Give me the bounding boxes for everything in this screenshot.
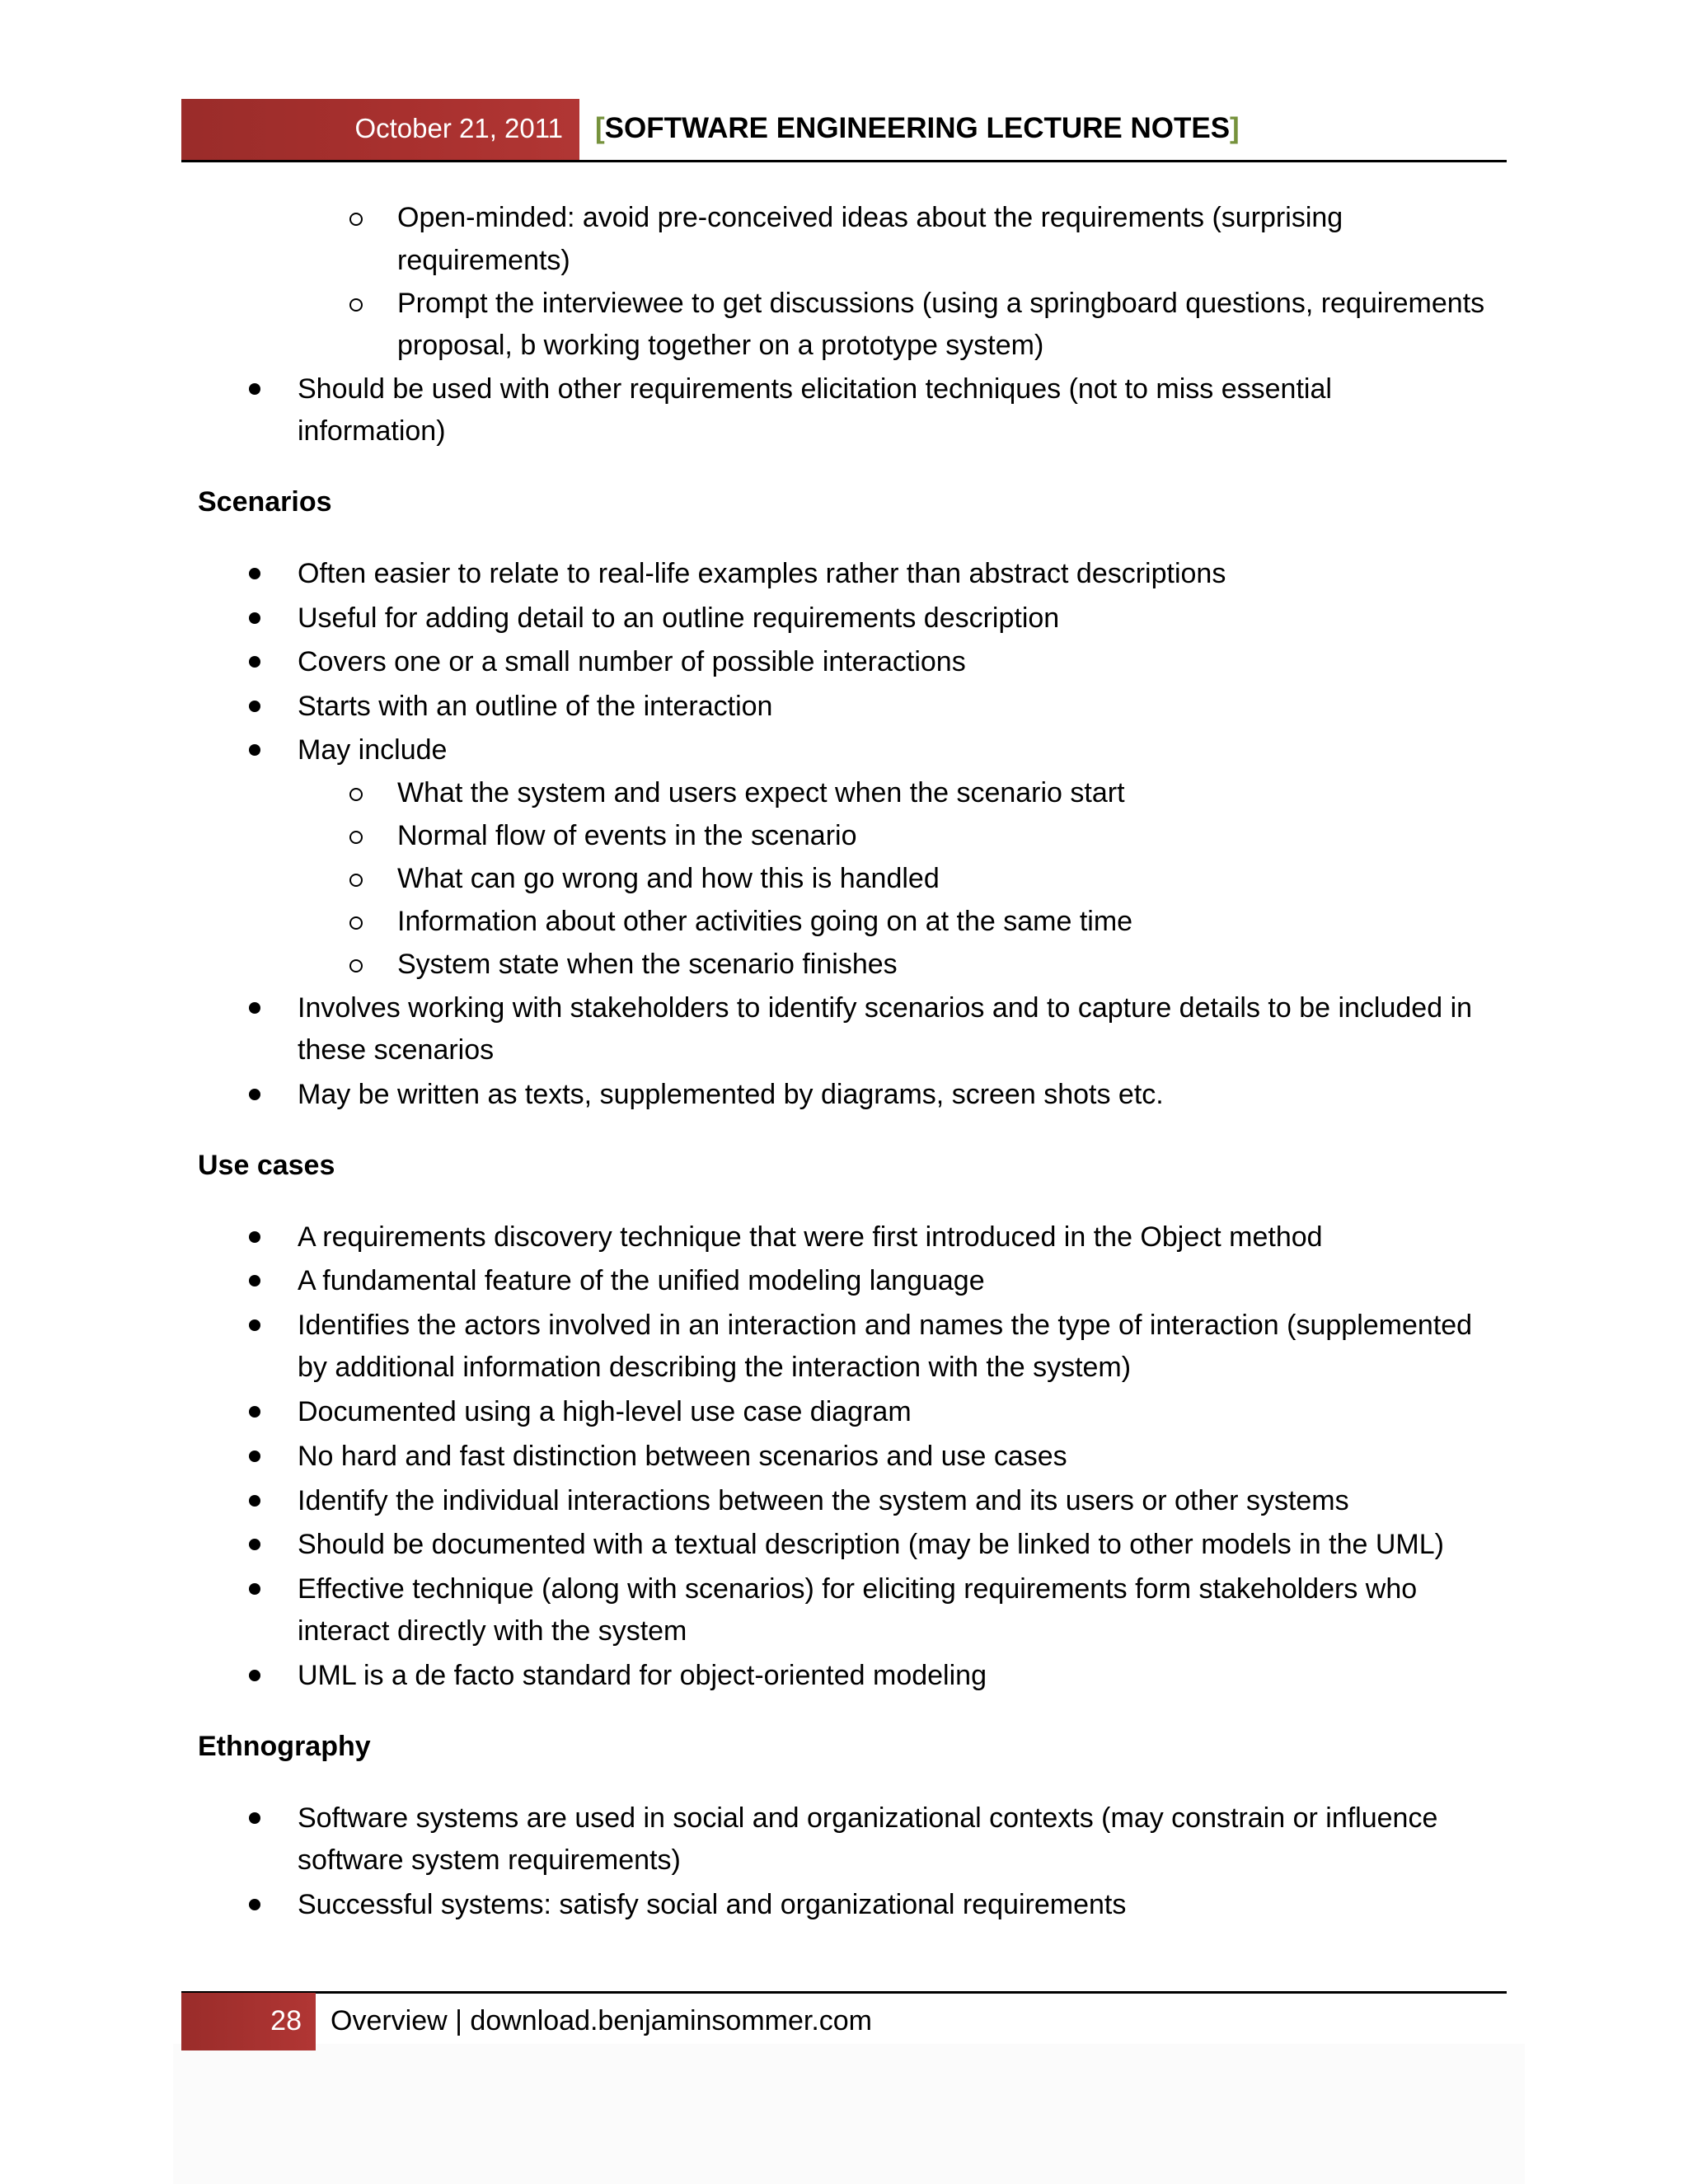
list-item-text: by additional information describing the interaction with the system) xyxy=(298,1352,1132,1383)
list-item-text: information) xyxy=(298,415,446,447)
bullet-dot xyxy=(249,1899,260,1910)
list-item-text: Involves working with stakeholders to identify scenarios and to capture details to be included in xyxy=(298,992,1473,1024)
list-item-text: Normal flow of events in the scenario xyxy=(397,820,857,851)
list-item-text: Should be documented with a textual description (may be linked to other models in the UML) xyxy=(298,1529,1444,1560)
section-heading-ethnography: Ethnography xyxy=(198,1731,371,1762)
page-number: 28 xyxy=(270,2005,302,2036)
list-item-text: A fundamental feature of the unified modeling language xyxy=(298,1265,985,1296)
list-item-text: Identify the individual interactions between the system and its users or other systems xyxy=(298,1485,1349,1516)
bullet-dot xyxy=(249,701,260,712)
bullet-dot xyxy=(249,656,260,668)
list-item-text: Prompt the interviewee to get discussions (using a springboard questions, requirements xyxy=(397,288,1485,319)
list-item-text: software system requirements) xyxy=(298,1844,681,1876)
list-item-text: Open-minded: avoid pre-conceived ideas about the requirements (surprising xyxy=(397,202,1343,233)
sub-bullet-circle xyxy=(349,959,363,972)
page-bottom-shade xyxy=(173,2044,1525,2184)
list-item-text: these scenarios xyxy=(298,1034,495,1066)
bullet-dot xyxy=(249,744,260,756)
sub-bullet-circle xyxy=(349,788,363,801)
header-title-text: SOFTWARE ENGINEERING LECTURE NOTES xyxy=(604,112,1231,144)
list-item-text: Identifies the actors involved in an interaction and names the type of interaction (supplemented xyxy=(298,1310,1473,1341)
list-item-text: What can go wrong and how this is handled xyxy=(397,863,940,894)
header-bracket-close: ] xyxy=(1230,112,1240,144)
bullet-dot xyxy=(249,1812,260,1824)
list-item-text: requirements) xyxy=(397,245,570,276)
list-item-text: No hard and fast distinction between scenarios and use cases xyxy=(298,1441,1067,1472)
bullet-dot xyxy=(249,1406,260,1418)
bullet-dot xyxy=(249,1089,260,1100)
bullet-dot xyxy=(249,383,260,395)
footer-text: Overview | download.benjaminsommer.com xyxy=(331,2005,872,2036)
footer-rule xyxy=(181,1991,1507,1994)
bullet-dot xyxy=(249,1495,260,1507)
list-item-text: interact directly with the system xyxy=(298,1615,687,1647)
bullet-dot xyxy=(249,1539,260,1550)
bullet-dot xyxy=(249,1275,260,1286)
list-item-text: A requirements discovery technique that were first introduced in the Object method xyxy=(298,1221,1323,1253)
list-item-text: What the system and users expect when the scenario start xyxy=(397,777,1125,808)
bullet-dot xyxy=(249,1319,260,1331)
page-footer xyxy=(181,1991,1507,2050)
list-item-text: System state when the scenario finishes xyxy=(397,949,898,980)
bullet-dot xyxy=(249,1583,260,1595)
list-item-text: Information about other activities going on at the same time xyxy=(397,906,1133,937)
list-item-text: Software systems are used in social and organizational contexts (may constrain or influence xyxy=(298,1802,1438,1834)
bullet-dot xyxy=(249,1451,260,1462)
list-item-text: Often easier to relate to real-life examples rather than abstract descriptions xyxy=(298,558,1226,589)
footer-page-box xyxy=(181,1993,316,2050)
list-item-text: May be written as texts, supplemented by diagrams, screen shots etc. xyxy=(298,1079,1164,1110)
section-heading-scenarios: Scenarios xyxy=(198,486,332,518)
list-item-text: proposal, b working together on a prototype system) xyxy=(397,330,1044,361)
header-date-box xyxy=(181,99,579,162)
list-item-text: Should be used with other requirements elicitation techniques (not to miss essential xyxy=(298,373,1332,405)
list-item-text: May include xyxy=(298,734,448,766)
sub-bullet-circle xyxy=(349,298,363,312)
header-title xyxy=(595,112,1240,145)
bullet-dot xyxy=(249,1002,260,1014)
list-item-text: UML is a de facto standard for object-oriented modeling xyxy=(298,1660,987,1691)
bullet-dot xyxy=(249,1231,260,1243)
sub-bullet-circle xyxy=(349,916,363,930)
header-bracket-open: [ xyxy=(595,112,605,144)
page-header xyxy=(181,99,1507,162)
list-item-text: Covers one or a small number of possible interactions xyxy=(298,646,966,677)
list-item-text: Useful for adding detail to an outline requirements description xyxy=(298,602,1060,634)
bullet-dot xyxy=(249,612,260,624)
bullet-dot xyxy=(249,568,260,579)
bullet-dot xyxy=(249,1670,260,1681)
section-heading-use-cases: Use cases xyxy=(198,1150,335,1181)
sub-bullet-circle xyxy=(349,831,363,844)
header-rule xyxy=(181,160,1507,162)
list-item-text: Documented using a high-level use case diagram xyxy=(298,1396,912,1427)
list-item-text: Effective technique (along with scenarios) for eliciting requirements form stakeholders who xyxy=(298,1573,1418,1605)
header-date: October 21, 2011 xyxy=(354,113,563,143)
sub-bullet-circle xyxy=(349,213,363,226)
sub-bullet-circle xyxy=(349,874,363,887)
list-item-text: Successful systems: satisfy social and organizational requirements xyxy=(298,1889,1127,1920)
list-item-text: Starts with an outline of the interaction xyxy=(298,691,773,722)
